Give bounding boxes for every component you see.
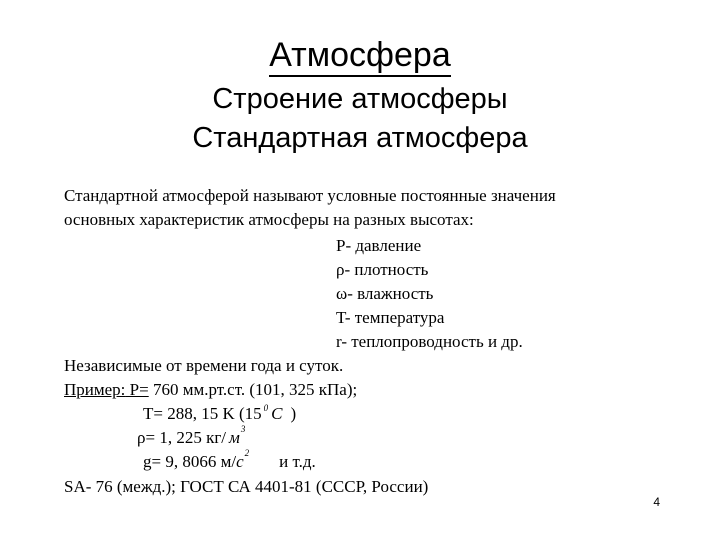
characteristic-density: ρ- плотность (336, 260, 429, 279)
characteristic-pressure: P- давление (336, 236, 422, 255)
slide-title-text: Атмосфера (269, 36, 451, 77)
example-gravity-line (143, 450, 316, 476)
example-gravity-text: g= 9, 8066 м/ (143, 452, 237, 471)
characteristic-conductivity: r- теплопроводность и др. (336, 332, 523, 351)
characteristic-humidity: ω- влажность (336, 284, 434, 303)
intro-line-1: Стандартной атмосферой называют условные постоянные значения (64, 186, 556, 205)
slide-title (0, 36, 720, 75)
degree-superscript: 0 (263, 403, 269, 413)
independent-note: Независимые от времени года и суток. (64, 356, 344, 375)
example-gravity-tail: и т.д. (279, 452, 316, 471)
example-pressure-line (64, 378, 357, 402)
density-superscript: 3 (240, 424, 246, 434)
intro-line-2: основных характеристик атмосферы на разных высотах: (64, 210, 474, 229)
characteristic-temperature: T- температура (336, 308, 445, 327)
example-density-text: ρ= 1, 225 кг/ (137, 428, 227, 447)
example-density-line (137, 426, 245, 452)
example-temperature-line (143, 402, 296, 428)
example-p-prefix: P= (125, 380, 149, 399)
example-temperature-close: ) (290, 404, 297, 423)
example-p-value: 760 мм.рт.ст. (101, 325 кПа); (148, 380, 358, 399)
example-label: Пример: (64, 380, 126, 399)
standards-line: SA- 76 (межд.); ГОСТ СА 4401-81 (СССР, России) (64, 477, 429, 496)
gravity-unit-c: c (236, 452, 244, 471)
slide-subtitle-structure: Строение атмосферы (212, 83, 508, 115)
page-number: 4 (653, 495, 660, 509)
gravity-superscript: 2 (244, 448, 250, 458)
example-temperature-text: T= 288, 15 K (15 (143, 404, 262, 423)
slide-subtitle-standard: Стандартная атмосфера (192, 122, 528, 154)
celsius-unit: C (271, 404, 283, 423)
density-unit-m: м (229, 428, 240, 447)
